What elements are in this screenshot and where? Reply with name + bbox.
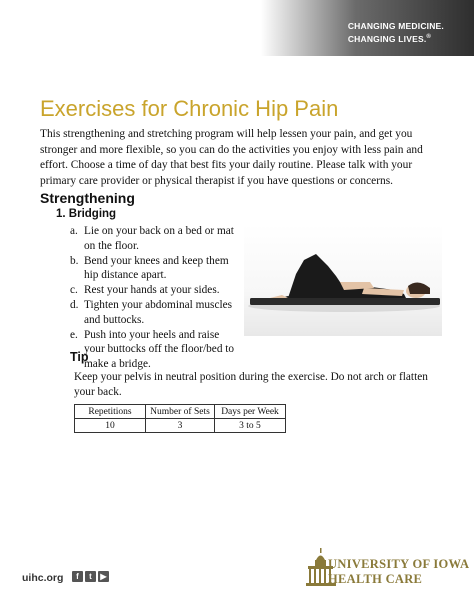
- logo-line-1: UNIVERSITY OF IOWA: [328, 557, 470, 571]
- table-cell: 3 to 5: [215, 419, 286, 433]
- tip-text: Keep your pelvis in neutral position during the exercise. Do not arch or flatten your back.: [74, 371, 428, 398]
- table-row: [75, 419, 286, 433]
- bridging-exercise-photo: [244, 224, 442, 336]
- step-text: Lie on your back on a bed or mat on the floor.: [84, 225, 234, 252]
- table-cell: 3: [146, 419, 215, 433]
- youtube-icon[interactable]: ▶: [98, 571, 109, 582]
- step-list: [70, 224, 242, 372]
- page-title: Exercises for Chronic Hip Pain: [40, 96, 339, 121]
- header-band: [0, 0, 474, 56]
- exercise-dosage-table: [74, 404, 286, 433]
- tip-heading: Tip: [70, 350, 89, 364]
- step-item: [70, 283, 242, 298]
- table-header-cell: Repetitions: [75, 405, 146, 419]
- tagline-line-1: CHANGING MEDICINE.: [347, 21, 444, 31]
- table-header-row: [75, 405, 286, 419]
- step-item: [70, 328, 242, 372]
- step-letter: e.: [70, 328, 78, 341]
- social-links: [72, 571, 109, 582]
- facebook-icon[interactable]: f: [72, 571, 83, 582]
- logo-line-2: HEALTH CARE: [328, 572, 423, 586]
- tagline-line-2-text: CHANGING LIVES.: [347, 33, 427, 44]
- bridging-illustration: [244, 224, 442, 336]
- section-heading: Strengthening: [40, 190, 135, 206]
- twitter-icon[interactable]: t: [85, 571, 96, 582]
- exercise-title: [56, 208, 116, 220]
- exercise-number: 1.: [56, 208, 66, 220]
- step-item: [70, 298, 242, 328]
- registered-mark: ®: [426, 34, 432, 40]
- table-header-cell: Days per Week: [215, 405, 286, 419]
- tagline-line-2: [348, 32, 444, 45]
- intro-paragraph: This strengthening and stretching program will help lessen your pain, and get you stronger and more flexible, so you can do the activities you enjoy with less pain and effort. Choose a time of day that best fits your daily routine. Please talk with your primary care provider or physical therapist if you have questions or concerns.: [40, 128, 423, 187]
- header-tagline: [348, 21, 444, 45]
- step-text: Rest your hands at your sides.: [84, 284, 220, 297]
- step-text: Push into your heels and raise your buttocks off the floor/bed to make a bridge.: [84, 328, 235, 371]
- exercise-name: Bridging: [68, 208, 117, 220]
- step-text: Bend your knees and keep them hip distance apart.: [84, 254, 229, 282]
- step-letter: a.: [70, 225, 78, 237]
- step-item: [70, 254, 242, 284]
- step-letter: c.: [70, 284, 78, 297]
- step-letter: d.: [70, 298, 79, 311]
- step-letter: b.: [70, 254, 79, 267]
- table-header-cell: Number of Sets: [146, 405, 215, 419]
- footer-url[interactable]: uihc.org: [22, 572, 64, 584]
- table-cell: 10: [75, 419, 146, 433]
- step-text: Tighten your abdominal muscles and buttocks.: [84, 298, 233, 326]
- step-item: [70, 224, 242, 254]
